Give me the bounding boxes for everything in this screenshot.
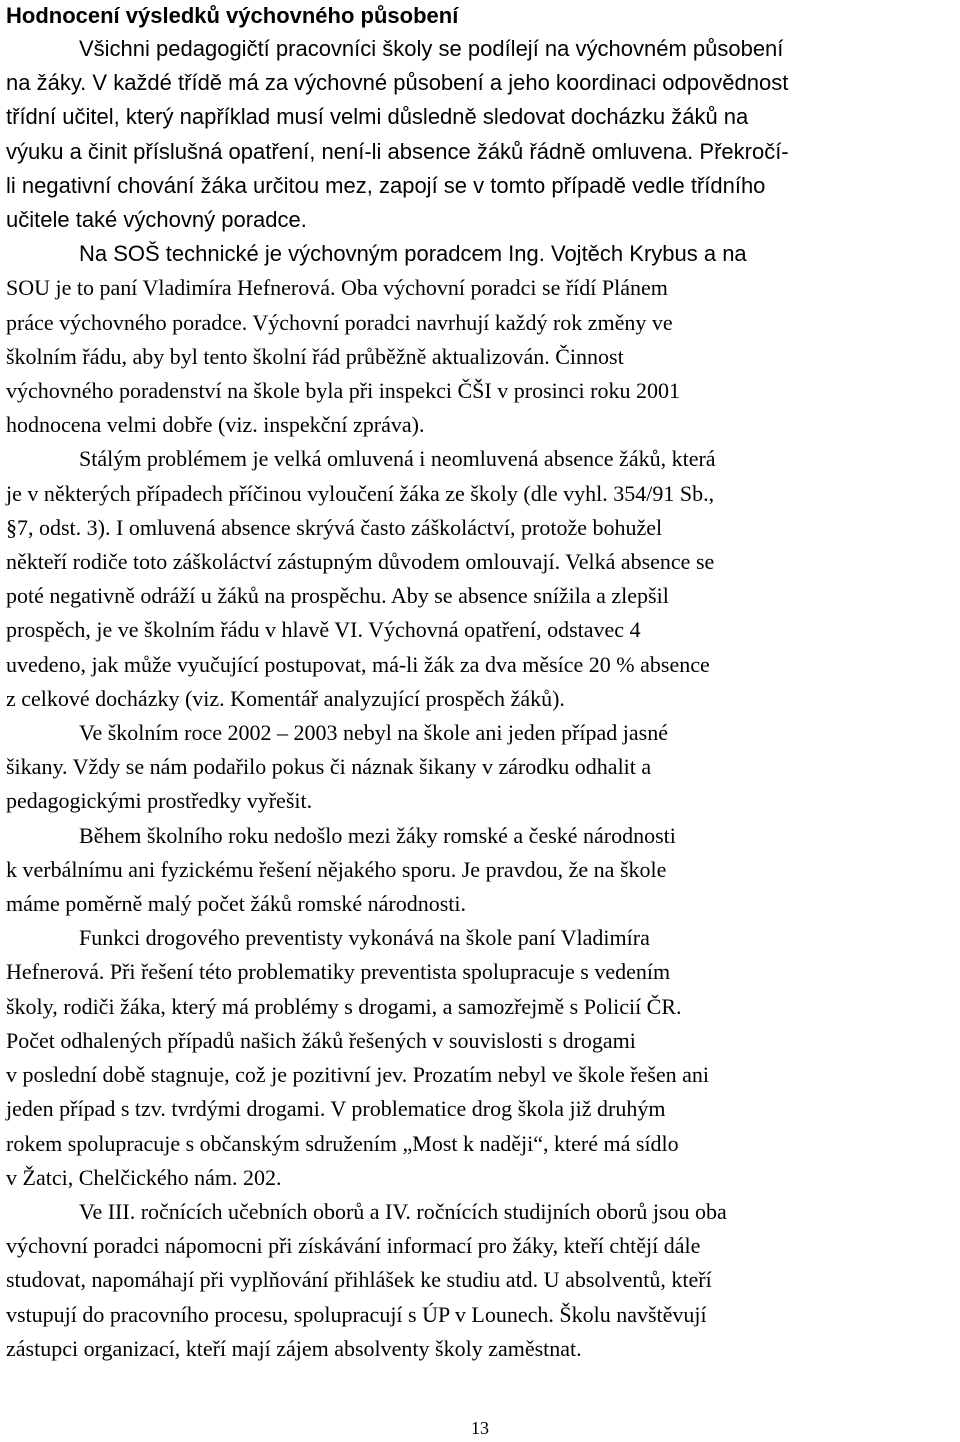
text-line: SOU je to paní Vladimíra Hefnerová. Oba výchovní poradci se řídí Plánem <box>6 275 668 301</box>
text-line: prospěch, je ve školním řádu v hlavě VI. Výchovná opatření, odstavec 4 <box>6 617 641 643</box>
text-line: Všichni pedagogičtí pracovníci školy se podílejí na výchovném působení <box>79 36 784 61</box>
page-number: 13 <box>471 1418 489 1438</box>
paragraph-drug-prevention <box>6 921 952 1195</box>
text-line: školním řádu, aby byl tento školní řád průběžně aktualizován. Činnost <box>6 343 624 369</box>
text-line: hodnocena velmi dobře (viz. inspekční zpráva). <box>6 412 425 438</box>
paragraph-absence <box>6 442 952 716</box>
text-line: Funkci drogového preventisty vykonává na škole paní Vladimíra <box>79 925 650 951</box>
text-line: je v některých případech příčinou vyloučení žáka ze školy (dle vyhl. 354/91 Sb., <box>6 480 715 506</box>
text-line: Stálým problémem je velká omluvená i neomluvená absence žáků, která <box>79 446 716 472</box>
text-line: studovat, napomáhají při vyplňování přihlášek ke studiu atd. U absolventů, kteří <box>6 1267 712 1293</box>
text-line: Ve III. ročnících učebních oborů a IV. ročnících studijních oborů jsou oba <box>79 1198 727 1224</box>
text-line: na žáky. V každé třídě má za výchovné působení a jeho koordinaci odpovědnost <box>6 70 789 96</box>
text-line: jeden případ s tzv. tvrdými drogami. V problematice drog škola již druhým <box>6 1096 666 1122</box>
text-line: vstupují do pracovního procesu, spolupracují s ÚP v Lounech. Školu navštěvují <box>6 1301 707 1327</box>
text-line: v Žatci, Chelčického nám. 202. <box>6 1164 282 1190</box>
text-line: z celkové docházky (viz. Komentář analyzující prospěch žáků). <box>6 685 565 711</box>
text-line: výuku a činit příslušná opatření, není-li absence žáků řádně omluvena. Překročí- <box>6 138 789 164</box>
paragraph-career-guidance <box>6 1195 952 1366</box>
text-line: rokem spolupracuje s občanským sdružením „Most k naději“, které má sídlo <box>6 1130 679 1156</box>
text-line: někteří rodiče toto záškoláctví zástupným důvodem omlouvají. Velká absence se <box>6 549 715 575</box>
text-line: školy, rodiči žáka, který má problémy s drogami, a samozřejmě s Policií ČR. <box>6 993 682 1019</box>
section-heading: Hodnocení výsledků výchovného působení <box>6 3 459 28</box>
text-line: poté negativně odráží u žáků na prospěchu. Aby se absence snížila a zlepšil <box>6 583 669 609</box>
text-line: práce výchovného poradce. Výchovní poradci navrhují každý rok změny ve <box>6 309 673 335</box>
text-line: Hefnerová. Při řešení této problematiky preventista spolupracuje s vedením <box>6 959 671 985</box>
paragraph-ethnic-relations <box>6 819 952 922</box>
text-line: §7, odst. 3). I omluvená absence skrývá často záškoláctví, protože bohužel <box>6 514 663 540</box>
text-line: Během školního roku nedošlo mezi žáky romské a české národnosti <box>79 822 676 848</box>
text-line: výchovného poradenství na škole byla při inspekci ČŠI v prosinci roku 2001 <box>6 378 680 404</box>
text-line: li negativní chování žáka určitou mez, zapojí se v tomto případě vedle třídního <box>6 172 766 198</box>
paragraph-bullying <box>6 716 952 819</box>
text-line: Na SOŠ technické je výchovným poradcem Ing. Vojtěch Krybus a na <box>79 241 747 267</box>
text-line: zástupci organizací, kteří mají zájem absolventy školy zaměstnat. <box>6 1335 582 1361</box>
text-line: Ve školním roce 2002 – 2003 nebyl na škole ani jeden případ jasné <box>79 720 668 746</box>
text-line: máme poměrně malý počet žáků romské národnosti. <box>6 891 467 917</box>
text-line: k verbálnímu ani fyzickému řešení nějakého sporu. Je pravdou, že na škole <box>6 856 667 882</box>
paragraph-counselors <box>6 237 952 442</box>
text-line: Počet odhalených případů našich žáků řešených v souvislosti s drogami <box>6 1027 636 1053</box>
text-line: v poslední době stagnuje, což je pozitivní jev. Prozatím nebyl ve škole řešen ani <box>6 1062 710 1088</box>
text-line: učitele také výchovný poradce. <box>6 207 307 233</box>
text-line: pedagogickými prostředky vyřešit. <box>6 788 313 814</box>
text-line: výchovní poradci nápomocni při získávání informací pro žáky, kteří chtějí dále <box>6 1233 701 1259</box>
text-line: šikany. Vždy se nám podařilo pokus či náznak šikany v zárodku odhalit a <box>6 754 652 780</box>
text-line: třídní učitel, který například musí velmi důsledně sledovat docházku žáků na <box>6 104 749 130</box>
document-page <box>6 0 952 1366</box>
paragraph-class-teacher <box>6 32 952 237</box>
text-line: uvedeno, jak může vyučující postupovat, má-li žák za dva měsíce 20 % absence <box>6 651 710 677</box>
